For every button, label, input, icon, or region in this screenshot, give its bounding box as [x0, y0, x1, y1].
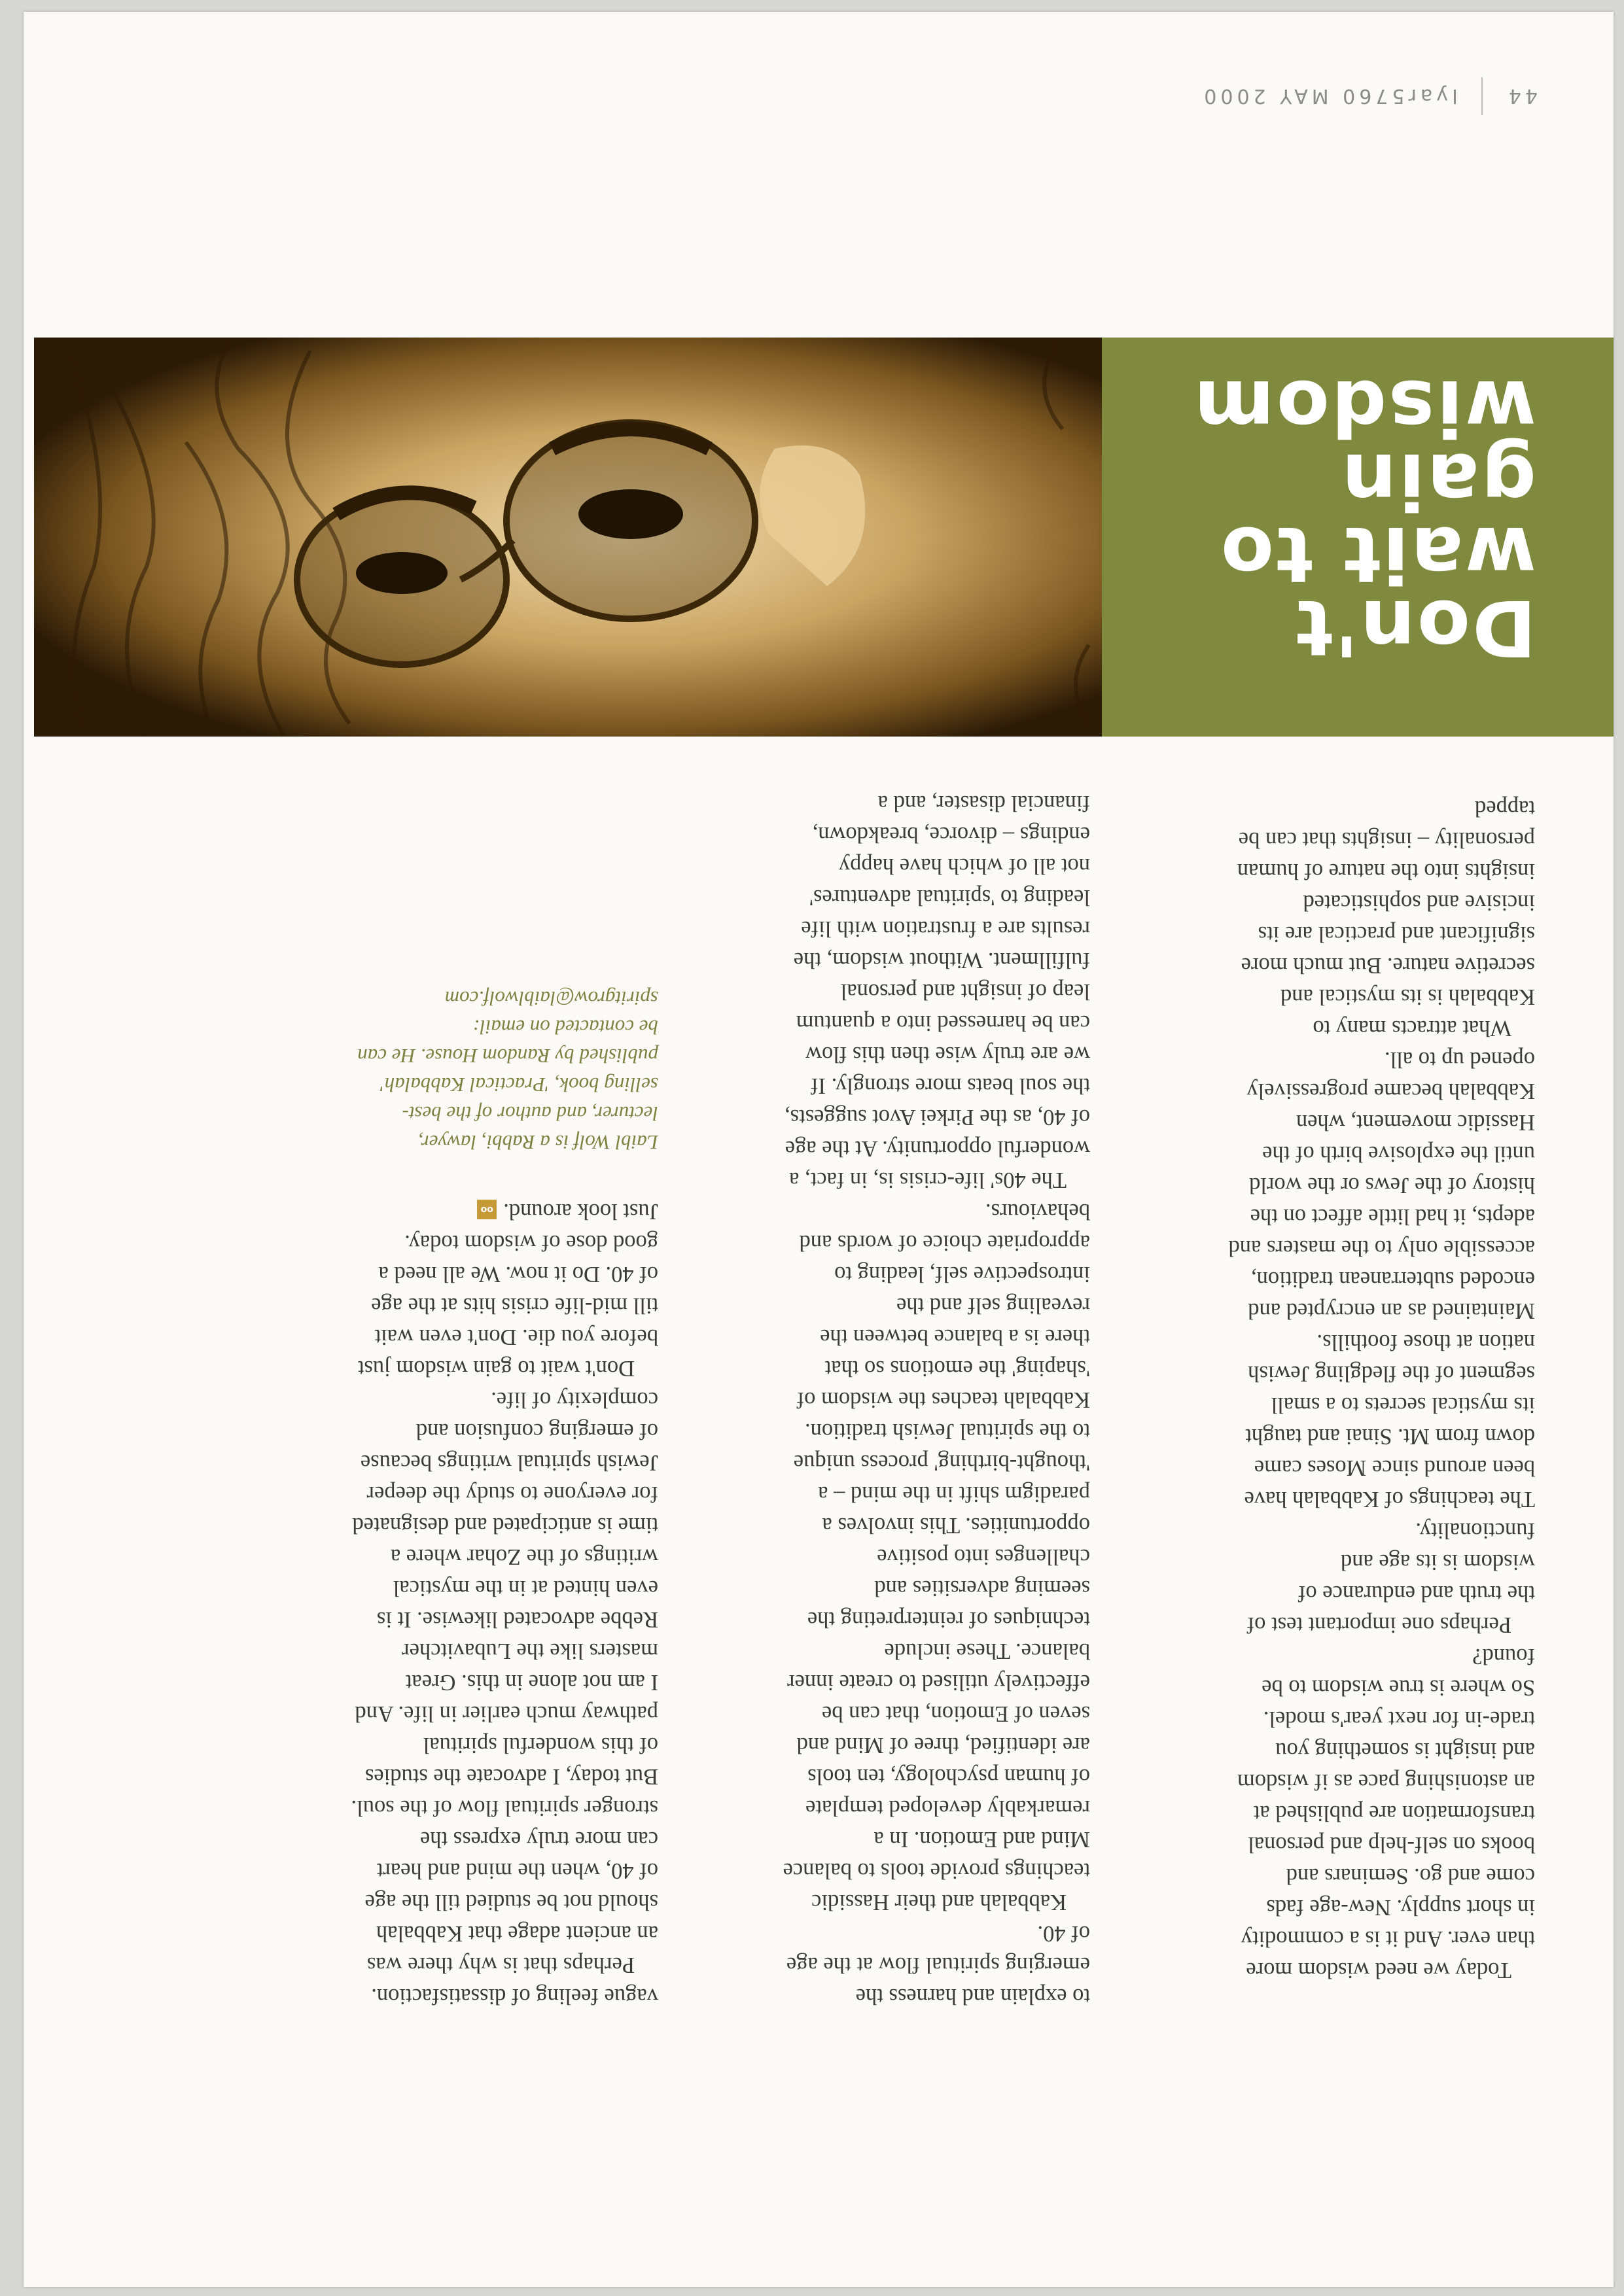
paragraph: Today we need wisdom more than ever. And it is a commodity in short supply. New-age fads come and go. Seminars and books on self-help and personal transformation are published at an astonishing pace as if wisdom and insight is something you trade-in for next year's model.	[1237, 1707, 1535, 1983]
title-line: wait to	[1218, 510, 1536, 600]
bio-email: spiritgrow@laiblwolf.com	[444, 987, 658, 1010]
paragraph: Kabbalah teaches the wisdom of 'shaping' the emotions so that there is a balance between the revealing self and the introspective self, leading to appropriate choice of words and behaviours.	[796, 1199, 1090, 1412]
title-panel	[1102, 338, 1614, 737]
author-photo	[34, 338, 1102, 737]
magazine-page	[24, 12, 1614, 2287]
article-column-1	[1227, 793, 1535, 1986]
bio-text: Laibl Wolf is a Rabbi, lawyer, lecturer, and author of the best-selling book, 'Practical Kabbalah' published by Random House. He can be contacted on email:	[357, 1016, 658, 1154]
end-of-article-mark: oo	[477, 1200, 497, 1219]
paragraph: Perhaps one important test of the truth and endurance of wisdom is its age and functionality.	[1246, 1518, 1535, 1637]
paragraph: Perhaps that is why there was an ancient adage that Kabbalah should not be studied till the age of 40, when the mind and heart can more truly express the stronger spiritual flow of the soul. But today, I advocate the studies of this wonderful spiritual pathway much earlier in life. And I am not alone in this. Great masters like the Lubavitcher Rebbe advocated likewise. It is even hinted at in the mystical writings of the Zohar where a time is anticipated and designated for everyone to study the deeper Jewish spiritual writings because of emerging confusion and complexity of life.	[351, 1387, 658, 1977]
page-header	[1200, 77, 1538, 115]
paragraph: Don't wait to gain wisdom just before you die. Don't even wait till mid-life crisis hits at the age of 40. Do it now. We all need a good dose of wisdom today.	[357, 1230, 658, 1381]
paragraph: vague feeling of dissatisfaction.	[371, 1984, 658, 2009]
article-banner	[24, 338, 1614, 737]
article-column-3	[351, 984, 658, 2012]
title-line: wisdom	[1192, 363, 1536, 453]
closing-paragraph	[351, 1196, 658, 1227]
article-title	[1118, 363, 1536, 673]
paragraph: The teachings of Kabbalah have been around since Moses came down from Mt. Sinai and taught its mystical secrets to a small segment of the fledgling Jewish nation at those foothills.	[1244, 1330, 1535, 1512]
issue-date: Iyar5760 MAY 2000	[1200, 84, 1458, 108]
paragraph: Kabbalah and their Hassidic teachings provide tools to balance Mind and Emotion. In a remarkably developed template of human psychology, ten tools are identified, three of Mind and seven of Emotion, that can be effectively utilised to create inner balance. These include techniques of reinterpreting the seeming adversities and challenges into positive opportunities. This involves a paradigm shift in the mind – a 'thought-birthing' process unique to the spiritual Jewish tradition.	[783, 1419, 1090, 1915]
title-line: Don't	[1294, 583, 1536, 673]
paragraph: So where is true wisdom to be found?	[1262, 1644, 1535, 1700]
article-column-2	[783, 788, 1090, 2012]
header-divider	[1481, 77, 1483, 115]
photo-illustration	[34, 338, 1102, 737]
closing-line: Just look around.	[503, 1199, 658, 1224]
paragraph: Maintained as an encrypted and encoded subterranean tradition, accessible only to the masters and adepts, it had little affect on the history of the Jews or the world until the explosive birth of the Hassidic movement, when Kabbalah became progressively opened up to all.	[1228, 1047, 1535, 1323]
paragraph: to explain and harness the emerging spiritual flow at the age of 40.	[786, 1921, 1090, 2009]
paragraph: The 40s' life-crisis is, in fact, a wonderful opportunity. At the age of 40, as the Pirkei Avot suggests, the soul beats more strongly. If we are truly wise then this flow can be harnessed into a quantum leap of insight and personal fulfillment. Without wisdom, the results are a frustration with life leading to 'spiritual adventures' not all of which have happy endings – divorce, breakdown, financial disaster, and a	[785, 791, 1090, 1192]
paragraph: What attracts many to Kabbalah is its mystical and secretive nature. But much more significant and practical are its incisive and sophisticated insights into the nature of human personality – insights that can be tapped	[1237, 796, 1535, 1041]
page-number: 44	[1504, 84, 1538, 108]
author-bio	[351, 984, 658, 1157]
title-line: gain	[1339, 436, 1536, 527]
